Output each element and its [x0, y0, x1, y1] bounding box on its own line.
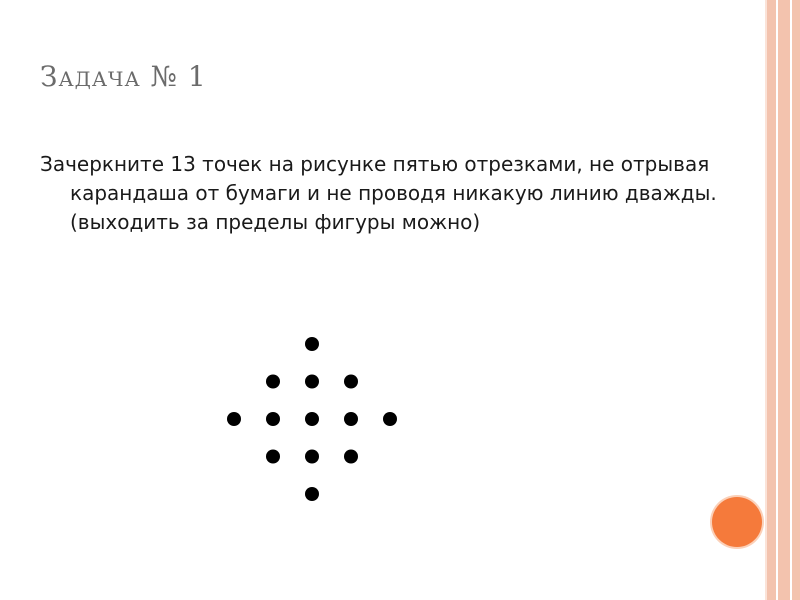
dot	[227, 412, 241, 426]
dot	[305, 412, 319, 426]
dot	[344, 450, 358, 464]
slide-title: Задача № 1	[40, 60, 207, 93]
dot	[344, 375, 358, 389]
band-stripe	[776, 0, 778, 600]
dot	[266, 375, 280, 389]
dot	[266, 412, 280, 426]
dot	[305, 375, 319, 389]
dot	[266, 450, 280, 464]
band-stripe	[790, 0, 792, 600]
task-text: Зачеркните 13 точек на рисунке пятью отрезками, не отрывая карандаша от бумаги и не проводя никакую линию дважды. (выходить за пределы фигуры можно)	[40, 152, 717, 234]
dot	[383, 412, 397, 426]
decorative-band	[767, 0, 800, 600]
dot	[305, 450, 319, 464]
dot	[305, 487, 319, 501]
accent-circle	[712, 497, 762, 547]
dot	[344, 412, 358, 426]
dot	[305, 337, 319, 351]
